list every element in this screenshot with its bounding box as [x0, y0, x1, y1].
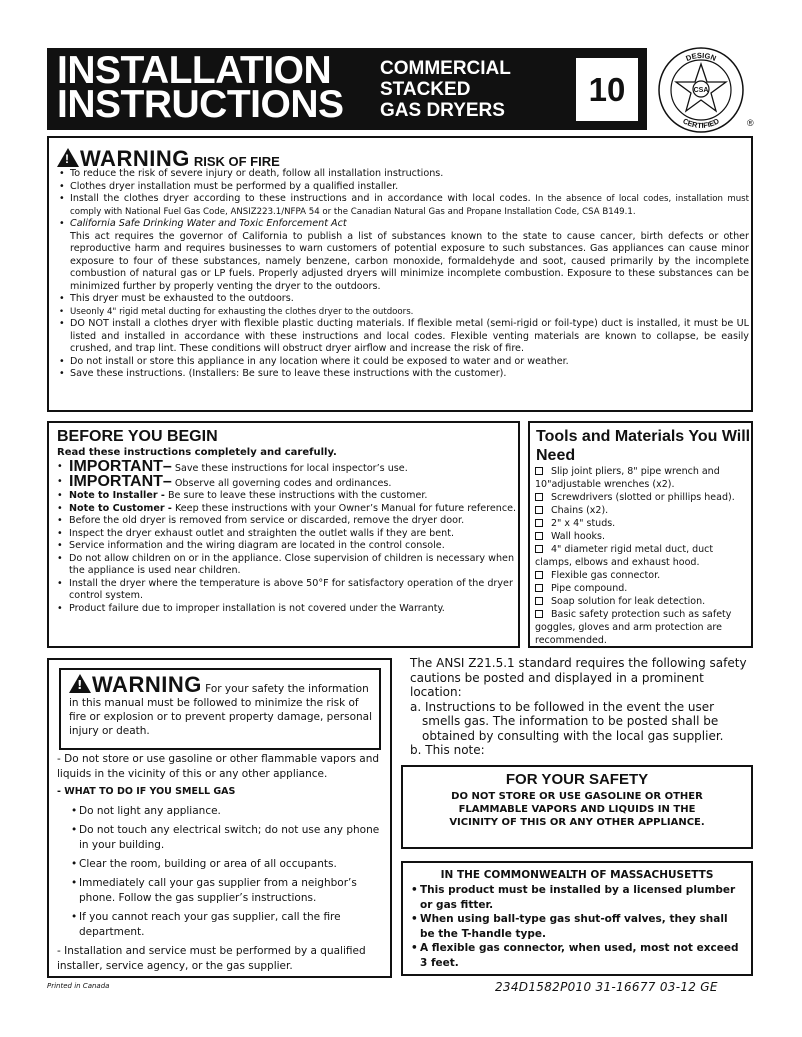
- list-item-text: Save these instructions for local inspector’s use.: [174, 463, 408, 474]
- list-item: [57, 472, 517, 491]
- ansi-section: [410, 656, 755, 758]
- list-item: • DO NOT install a clothes dryer with flexible plastic ducting materials. If flexible metal (semi-rigid or foil-type) duct is installed, it must be UL listed and installed in accordance with these instructions and local codes. Flexible venting materials are known to collapse, be easily crushed, and trap lint. These conditions will obstruct dryer airflow and increase the risk of fire.: [59, 318, 749, 356]
- svg-text:DESIGN: [685, 51, 718, 63]
- list-item-small-text: In the absence of local codes, installation must comply with National Fuel Gas Code, ANSIZ223.1/NFPA 54 or the Canadian Natural Gas and Propane Installation Code, CSA B149.1.: [70, 194, 749, 217]
- tool-item-text: Chains (x2).: [551, 505, 609, 516]
- tool-item: [535, 465, 750, 491]
- list-item: • Install the dryer where the temperature is above 50°F for satisfactory operation of the dryer control system.: [57, 578, 517, 603]
- subtitle-line-1: COMMERCIAL: [380, 58, 511, 79]
- before-heading: BEFORE YOU BEGIN: [57, 428, 218, 445]
- document-title: [57, 49, 344, 126]
- for-your-safety-box: [401, 765, 753, 849]
- gas-warning-list: [57, 752, 387, 974]
- title-line-1: INSTALLATION: [57, 49, 332, 92]
- list-item: • A flexible gas connector, when used, most not exceed 3 feet.: [411, 941, 743, 970]
- tool-item: [535, 608, 750, 647]
- list-item: [59, 193, 749, 218]
- note-label: Note to Installer -: [69, 490, 165, 501]
- checkbox-icon: [535, 467, 543, 475]
- tool-item-text: 4" diameter rigid metal duct, duct clamps, elbows and exhaust hood.: [535, 544, 714, 568]
- list-item: This act requires the governor of California to publish a list of substances known to the state to cause cancer, birth defects or other reproductive harm and requires businesses to warn customers of potential exposure to such substances. Gas appliances can cause minor exposure to four of these substances, namely benzene, carbon monoxide, formaldehyde and soot, caused primarily by the incomplete combustion of natural gas or LP fuels. Properly adjusted dryers will minimize incomplete combustion. Exposure to these substances can be minimized further by properly venting the dryer to the outdoors.: [70, 230, 749, 292]
- svg-text:CERTIFIED: [681, 116, 721, 130]
- subtitle-line-3: GAS DRYERS: [380, 100, 505, 121]
- checkbox-icon: [535, 532, 543, 540]
- service-text: - Installation and service must be performed by a qualified installer, service agency, or the gas supplier.: [57, 945, 366, 972]
- safety-heading: FOR YOUR SAFETY: [505, 771, 649, 788]
- tool-item: [535, 543, 750, 569]
- tool-item-text: Flexible gas connector.: [551, 570, 661, 581]
- list-item: • Clothes dryer installation must be performed by a qualified installer.: [59, 181, 749, 194]
- tool-item: [535, 517, 750, 530]
- tool-item: [535, 569, 750, 582]
- list-item: • To reduce the risk of severe injury or death, follow all installation instructions.: [59, 168, 749, 181]
- before-subheading: Read these instructions completely and carefully.: [57, 447, 337, 458]
- checkbox-icon: [535, 610, 543, 618]
- important-label: IMPORTANT–: [69, 472, 172, 490]
- warning-triangle-icon: [69, 674, 91, 693]
- list-item: • Do not install or store this appliance in any location where it could be exposed to water and or weather.: [59, 356, 749, 369]
- list-item: • When using ball-type gas shut-off valves, they shall be the T-handle type.: [411, 912, 743, 941]
- warning-word: WARNING: [80, 146, 190, 171]
- tools-box: [528, 421, 753, 648]
- list-item: [57, 503, 517, 516]
- gas-warning-text: For your safety the information in this manual must be followed to minimize the risk of fire or explosion or to prevent property damage, personal injury or death.: [69, 683, 373, 737]
- tool-item-text: Slip joint pliers, 8" pipe wrench and 10"adjustable wrenches (x2).: [535, 466, 720, 490]
- seal-center-text: CSA: [693, 87, 709, 94]
- list-item: • Service information and the wiring diagram are located in the control console.: [57, 540, 517, 553]
- checkbox-icon: [535, 545, 543, 553]
- list-item: [57, 490, 517, 503]
- list-item: • If you cannot reach your gas supplier, call the fire department.: [57, 910, 387, 940]
- warning-fire-box: [47, 136, 753, 412]
- tool-item-text: Pipe compound.: [551, 583, 628, 594]
- tool-item-text: Basic safety protection such as safety goggles, gloves and arm protection are recommended.: [535, 609, 732, 646]
- tool-item: [535, 530, 750, 543]
- list-item-text: Observe all governing codes and ordinances.: [174, 477, 392, 489]
- document-number: 234D1582P010 31-16677 03-12 GE: [495, 980, 718, 994]
- title-line-2: INSTRUCTIONS: [57, 83, 344, 126]
- tool-item-text: Screwdrivers (slotted or phillips head).: [551, 492, 735, 503]
- tool-item-text: 2" x 4" studs.: [551, 518, 616, 529]
- checkbox-icon: [535, 571, 543, 579]
- design-certified-seal-icon: [655, 44, 759, 136]
- list-item: • Do not touch any electrical switch; do not use any phone in your building.: [57, 823, 387, 853]
- before-list: [57, 458, 517, 615]
- list-item: • This dryer must be exhausted to the outdoors.: [59, 293, 749, 306]
- warning-triangle-icon: [57, 148, 79, 167]
- checkbox-icon: [535, 519, 543, 527]
- no-store-text: - Do not store or use gasoline or other flammable vapors and liquids in the vicinity of this or any other appliance.: [57, 753, 380, 780]
- list-item-text: Be sure to leave these instructions with the customer.: [167, 490, 428, 501]
- list-item: • Product failure due to improper installation is not covered under the Warranty.: [57, 603, 517, 616]
- subtitle-line-2: STACKED: [380, 79, 471, 100]
- list-item: • Save these instructions. (Installers: Be sure to leave these instructions with the customer).: [59, 368, 749, 381]
- list-item: • Immediately call your gas supplier from a neighbor’s phone. Follow the gas supplier’s instructions.: [57, 876, 387, 906]
- section-number: 10: [574, 56, 640, 123]
- tool-item: [535, 491, 750, 504]
- list-item: • Do not light any appliance.: [57, 804, 387, 819]
- before-you-begin-box: [47, 421, 520, 648]
- smell-gas-heading: - WHAT TO DO IF YOU SMELL GAS: [57, 786, 236, 797]
- mass-list: [403, 881, 751, 970]
- list-item: • Clear the room, building or area of all occupants.: [57, 857, 387, 872]
- list-item-text: Keep these instructions with your Owner’s Manual for future reference.: [174, 502, 517, 514]
- tool-item: [535, 595, 750, 608]
- ansi-item-a: a. Instructions to be followed in the event the user smells gas. The information to be posted shall be obtained by consulting with the local gas supplier.: [410, 699, 724, 743]
- gas-warning-text-block: [69, 674, 374, 738]
- list-item: • Useonly 4" rigid metal ducting for exhausting the clothes dryer to the outdoors.: [59, 306, 749, 319]
- safety-text: DO NOT STORE OR USE GASOLINE OR OTHER FLAMMABLE VAPORS AND LIQUIDS IN THE VICINITY OF THIS OR ANY OTHER APPLIANCE.: [449, 791, 705, 828]
- list-item: • California Safe Drinking Water and Toxic Enforcement Act: [59, 218, 749, 231]
- tools-heading: Tools and Materials You Will Need: [536, 428, 751, 464]
- tool-item: [535, 504, 750, 517]
- seal-top-text: DESIGN: [684, 50, 718, 63]
- ansi-intro: The ANSI Z21.5.1 standard requires the following safety cautions be posted and displayed in a prominent location:: [410, 656, 747, 699]
- checkbox-icon: [535, 584, 543, 592]
- printed-in-label: Printed in Canada: [47, 982, 110, 990]
- note-label: Note to Customer -: [69, 502, 172, 514]
- warning-fire-list: [59, 168, 749, 381]
- checkbox-icon: [535, 506, 543, 514]
- header-banner: [47, 48, 647, 130]
- seal-bottom-text: CERTIFIED: [681, 116, 721, 131]
- list-item: • Inspect the dryer exhaust outlet and straighten the outlet walls if they are bent.: [57, 528, 517, 541]
- gas-warning-box: [47, 658, 392, 978]
- tool-item-text: Soap solution for leak detection.: [551, 596, 706, 607]
- product-subtitle: [380, 58, 511, 121]
- tools-list: [535, 465, 750, 647]
- important-label: IMPORTANT–: [69, 458, 172, 475]
- registered-mark: ®: [747, 118, 754, 128]
- gas-warning-inner-box: [59, 668, 381, 750]
- massachusetts-box: [401, 861, 753, 976]
- warning-word: WARNING: [92, 672, 202, 697]
- warning-subtitle: RISK OF FIRE: [193, 154, 280, 169]
- tool-item: [535, 582, 750, 595]
- mass-heading: IN THE COMMONWEALTH OF MASSACHUSETTS: [440, 869, 714, 881]
- checkbox-icon: [535, 493, 543, 501]
- checkbox-icon: [535, 597, 543, 605]
- ansi-text: [410, 656, 755, 758]
- list-item: • Before the old dryer is removed from service or discarded, remove the dryer door.: [57, 515, 517, 528]
- list-item: • Do not allow children on or in the appliance. Close supervision of children is necessary when the appliance is used near children.: [57, 553, 517, 578]
- list-item: • This product must be installed by a licensed plumber or gas fitter.: [411, 883, 743, 912]
- list-item-text: Install the clothes dryer according to these instructions and in accordance with local codes.: [70, 193, 531, 204]
- tool-item-text: Wall hooks.: [551, 531, 606, 542]
- ansi-item-b: b. This note:: [410, 743, 485, 757]
